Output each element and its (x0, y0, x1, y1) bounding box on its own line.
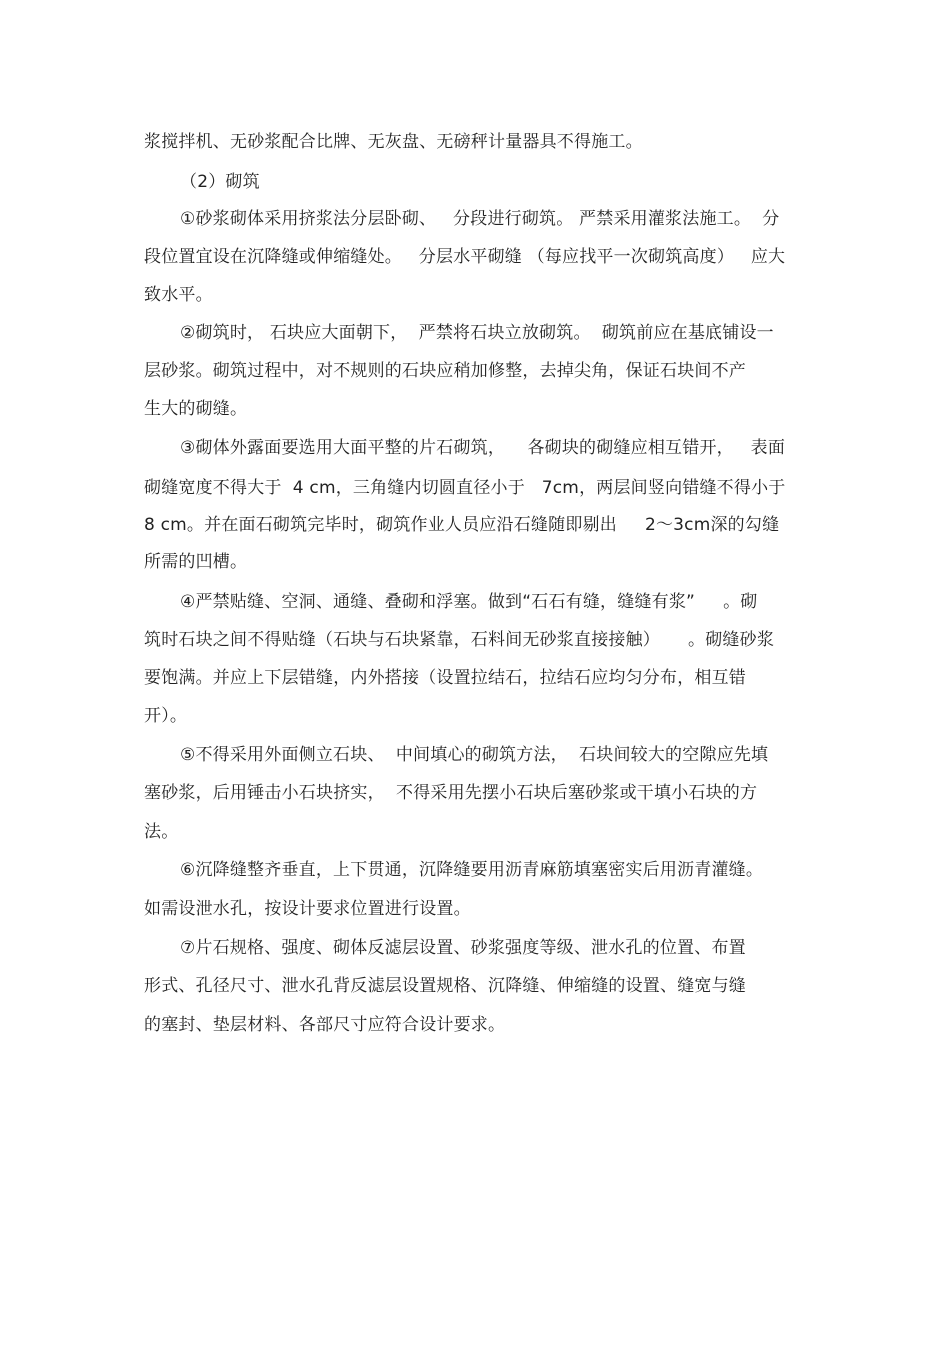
text-line-10: 砌缝宽度不得大于 4 cm，三角缝内切圆直径小于 7cm，两层间竖向错缝不得小于 (144, 478, 786, 498)
text-line-24: 的塞封、垫层材料、各部尺寸应符合设计要求。 (144, 1015, 506, 1035)
text-line-8: 生大的砌缝。 (144, 399, 248, 419)
text-line-20: ⑥沉降缝整齐垂直，上下贯通，沉降缝要用沥青麻筋填塞密实后用沥青灌缝。 (180, 860, 764, 880)
text-line-13: ④严禁贴缝、空洞、通缝、叠砌和浮塞。做到“石石有缝，缝缝有浆” 。砌 (180, 592, 758, 612)
text-line-15: 要饱满。并应上下层错缝，内外搭接（设置拉结石，拉结石应均匀分布，相互错 (144, 668, 746, 688)
text-line-18: 塞砂浆，后用锤击小石块挤实， 不得采用先摆小石块后塞砂浆或干填小石块的方 (144, 783, 758, 803)
text-line-1: 浆搅拌机、无砂浆配合比牌、无灰盘、无磅秤计量器具不得施工。 (144, 132, 643, 152)
text-line-22: ⑦片石规格、强度、砌体反滤层设置、砂浆强度等级、泄水孔的位置、布置 (180, 938, 746, 958)
text-line-11: 8 cm。并在面石砌筑完毕时，砌筑作业人员应沿石缝随即剔出 2～3cm深的勾缝 (144, 515, 780, 535)
text-line-19: 法。 (144, 822, 179, 842)
text-line-23: 形式、孔径尺寸、泄水孔背反滤层设置规格、沉降缝、伸缩缝的设置、缝宽与缝 (144, 976, 746, 996)
text-line-3: ①砂浆砌体采用挤浆法分层卧砌、 分段进行砌筑。 严禁采用灌浆法施工。 分 (180, 209, 780, 229)
text-line-21: 如需设泄水孔，按设计要求位置进行设置。 (144, 899, 471, 919)
text-line-14: 筑时石块之间不得贴缝（石块与石块紧靠，石料间无砂浆直接接触） 。砌缝砂浆 (144, 630, 775, 650)
text-line-12: 所需的凹槽。 (144, 552, 248, 572)
text-line-6: ②砌筑时， 石块应大面朝下， 严禁将石块立放砌筑。 砌筑前应在基底铺设一 (180, 323, 774, 343)
text-line-17: ⑤不得采用外面侧立石块、 中间填心的砌筑方法， 石块间较大的空隙应先填 (180, 745, 769, 765)
text-line-5: 致水平。 (144, 285, 213, 305)
text-line-16: 开）。 (144, 706, 188, 726)
text-line-4: 段位置宜设在沉降缝或伸缩缝处。 分层水平砌缝 （每应找平一次砌筑高度） 应大 (144, 247, 786, 267)
text-line-9: ③砌体外露面要选用大面平整的片石砌筑， 各砌块的砌缝应相互错开， 表面 (180, 438, 786, 458)
text-line-7: 层砂浆。砌筑过程中，对不规则的石块应稍加修整，去掉尖角，保证石块间不产 (144, 361, 746, 381)
section-heading: （2）砌筑 (180, 172, 260, 192)
